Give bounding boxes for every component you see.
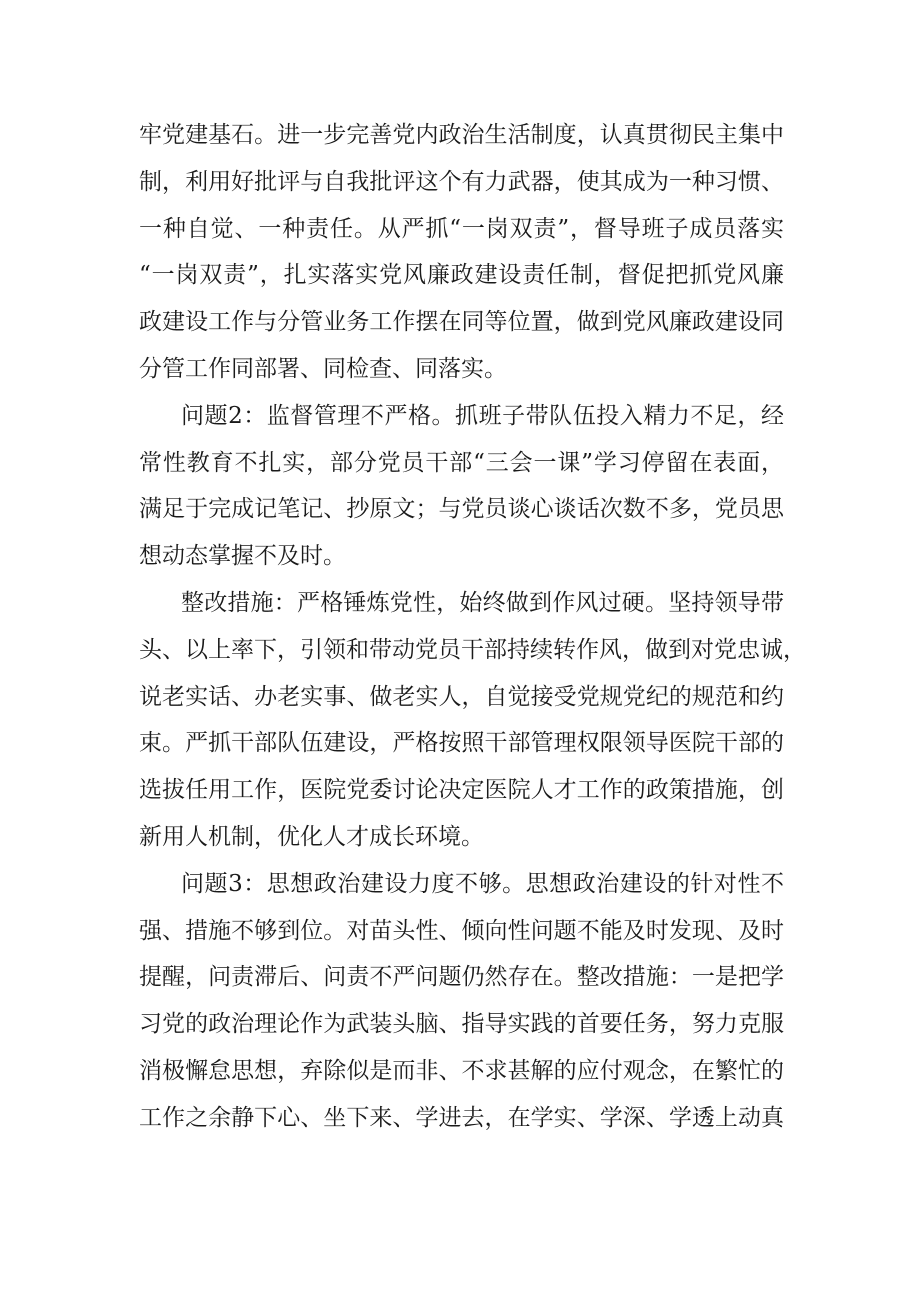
text-line: 说老实话、办老实事、做老实人，自觉接受党规党纪的规范和约 [139,683,784,710]
text-line: 满足于完成记笔记、抄原文；与党员谈心谈话次数不多，党员思 [139,496,784,523]
text-line: 束。严抓干部队伍建设，严格按照干部管理权限领导医院干部的 [139,730,784,757]
text-line: 工作之余静下心、坐下来、学进去，在学实、学深、学透上动真 [139,1104,784,1131]
text-line: 强、措施不够到位。对苗头性、倾向性问题不能及时发现、及时 [139,917,784,944]
text-line: 制，利用好批评与自我批评这个有力武器，使其成为一种习惯、 [139,168,784,195]
text-line: 分管工作同部署、同检查、同落实。 [139,355,507,382]
text-line: 想动态掌握不及时。 [139,543,346,570]
text-line: 提醒，问责滞后、问责不严问题仍然存在。整改措施：一是把学 [139,964,784,991]
text-line: 消极懈怠思想，弃除似是而非、不求甚解的应付观念，在繁忙的 [139,1057,784,1084]
text-line: 新用人机制，优化人才成长环境。 [139,823,484,850]
text-line: 问题3：思想政治建设力度不够。思想政治建设的针对性不 [181,870,784,897]
text-line: 习党的政治理论作为武装头脑、指导实践的首要任务，努力克服 [139,1011,784,1038]
text-line: 牢党建基石。进一步完善党内政治生活制度，认真贯彻民主集中 [139,122,784,148]
text-line: 一种自觉、一种责任。从严抓“一岗双责”，督导班子成员落实 [139,215,784,242]
text-line: 问题2：监督管理不严格。抓班子带队伍投入精力不足，经 [181,402,784,429]
body-text [139,112,806,1142]
text-line: 选拔任用工作，医院党委讨论决定医院人才工作的政策措施，创 [139,777,784,804]
text-line: 政建设工作与分管业务工作摆在同等位置，做到党风廉政建设同 [139,309,784,336]
text-line: “一岗双责”，扎实落实党风廉政建设责任制，督促把抓党风廉 [139,262,784,289]
text-line: 整改措施：严格锤炼党性，始终做到作风过硬。坚持领导带 [181,589,784,616]
text-line: 常性教育不扎实，部分党员干部“三会一课”学习停留在表面， [139,449,784,476]
text-line: 头、以上率下，引领和带动党员干部持续转作风，做到对党忠诚， [139,636,806,663]
